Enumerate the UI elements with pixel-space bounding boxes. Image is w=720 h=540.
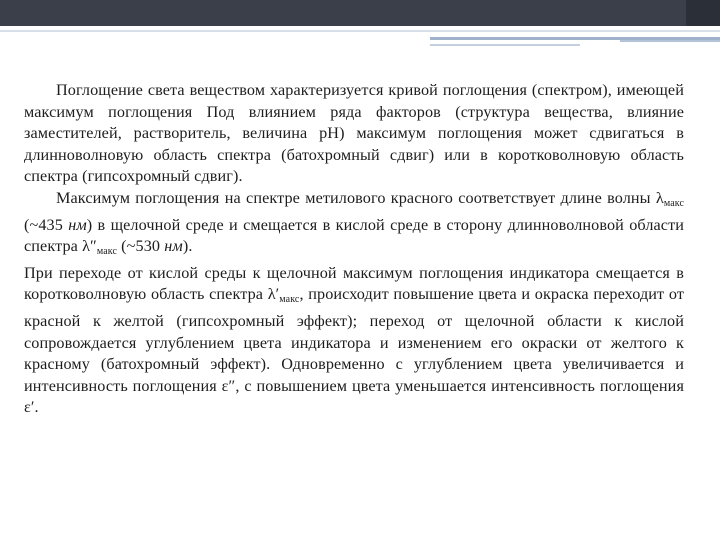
subscript-max: макс <box>279 294 300 306</box>
header-fold-accent <box>686 0 720 26</box>
text-run: (~530 <box>117 237 165 256</box>
decorative-line <box>430 44 580 46</box>
paragraph-color-shift <box>24 263 684 419</box>
text-run: (~435 <box>24 215 69 234</box>
subscript-max: макс <box>96 246 118 258</box>
text-run: ) в щелочной среде и смещается в кислой среде в сторону длинноволновой области спектра λ″ <box>24 215 685 256</box>
unit-nm: нм <box>68 215 87 234</box>
decorative-line <box>620 40 720 42</box>
paragraph-methyl-red-maximum <box>24 188 684 263</box>
document-text-block <box>24 80 684 419</box>
decorative-line <box>0 30 720 32</box>
slide-header-bar <box>0 0 720 26</box>
unit-nm: нм <box>164 237 183 256</box>
subscript-max: макс <box>663 197 684 209</box>
text-run: При переходе от кислой среды к щелочной максимум поглощения индикатора смещается в коротковолновую область спектра λ′ <box>24 263 684 304</box>
text-run: , происходит повышение цвета и окраска переходит от красной к желтой (гипсохромный эффект); переход от щелочной области к кислой сопровождается углублением цвета индикатора и изменением его окраски от желтого к красному (батохромный эффект). Одновременно с углублением цвета увеличивается и интенсивность поглощения ε″, с повышением цвета уменьшается интенсивность поглощения ε′. <box>24 285 684 417</box>
text-run: ). <box>182 237 193 256</box>
text-run: Максимум поглощения на спектре метилового красного соответствует длине волны λ <box>56 188 664 207</box>
paragraph-absorption-intro: Поглощение света веществом характеризуется кривой поглощения (спектром), имеющей максимум поглощения Под влиянием ряда факторов (структура вещества, влияние заместителей, растворитель, величина pH) максимум поглощения может сдвигаться в длинноволновую область спектра (батохромный сдвиг) или в коротковолновую область спектра (гипсохромный сдвиг). <box>24 81 684 186</box>
